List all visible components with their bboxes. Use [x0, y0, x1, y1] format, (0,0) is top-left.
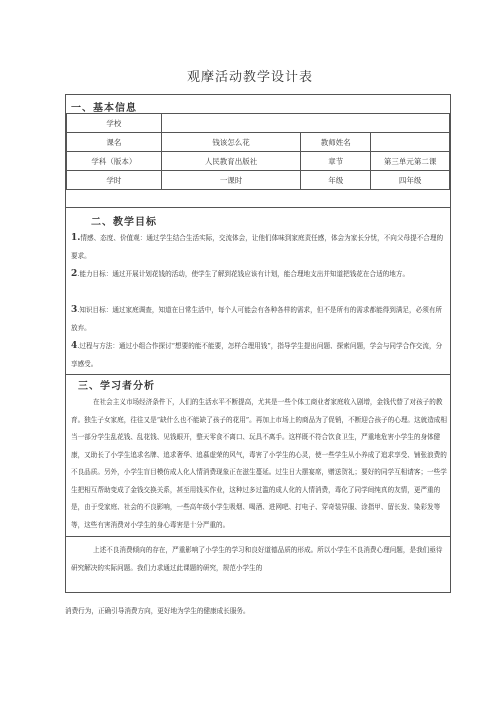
table-row: [67, 171, 450, 190]
objective-2: [71, 265, 447, 283]
learner-analysis-continued: 消费行为，正确引导消费方向，更好地为学生的健康成长服务。: [65, 607, 250, 615]
objective-text: .能力目标：通过开展计划花钱的活动，使学生了解到花钱应该有计划，能合理地支出并知道把钱花在合适的地方。: [77, 270, 410, 278]
subject-label: 学科（版本）: [67, 152, 162, 171]
design-table: [65, 94, 451, 537]
objective-number: 4: [71, 341, 78, 351]
objective-4: [71, 337, 447, 373]
objective-text: .过程与方法：通过小组合作探讨“想要的能不能要，怎样合理用钱”，指导学生提出问题、探索问题，学会与同学合作交流，分享感受。: [71, 342, 443, 368]
hours-label: 学时: [67, 171, 162, 190]
objective-number: 1.: [71, 233, 81, 243]
section-objectives-heading: 二、教学目标: [91, 217, 157, 228]
lesson-label: 课名: [67, 133, 162, 152]
table-row: [67, 152, 450, 171]
teacher-value: [371, 133, 450, 152]
hours-value: 一课时: [161, 171, 301, 190]
objective-text: .知识目标：通过家庭调查，知道在日常生活中，每个人可能会有各种各样的需求，但不是所有的需求都能得到满足，必须有所放弃。: [71, 306, 443, 332]
grade-label: 年级: [301, 171, 371, 190]
table-row: [67, 133, 450, 152]
school-value: [161, 114, 449, 133]
chapter-value: 第三单元第二课: [371, 152, 450, 171]
subject-value: 人民教育出版社: [161, 152, 301, 171]
chapter-label: 章节: [301, 152, 371, 171]
section-learner-analysis-heading: 三、学习者分析: [78, 381, 155, 392]
section-basic-info-heading: 一、基本信息: [71, 103, 137, 114]
objective-number: 2: [71, 269, 78, 279]
objective-text: 情感、态度、价值观：通过学生结合生活实际，交流体会，让他们体味到家庭责任感，体会为家长分忧，不向父母提不合理的要求。: [71, 234, 444, 260]
learner-analysis-paragraph-1: 在社会主义市场经济条件下，人们的生活水平不断提高，尤其是一些个体工商业者家庭收入剧增，金钱代替了对孩子的教育。独生子女家庭，往往又是“缺什么也不能缺了孩子的花用”。再加上市场上的商品为了促销，不断迎合孩子的心理。这就造成相当一部分学生乱花钱、乱花钱、见钱眼开，整天零食不离口、玩具不离手。这样既不符合饮食卫生，严重地危害小学生的身体健康，又助长了小学生追求名牌、追求奢华、追慕虚荣的风气，毒害了小学生的心灵，使一些学生从小养成了追求享受、铺张浪费的不良品质。另外，小学生盲目模仿成人化人情消费现象正在滋生蔓延。过生日大摆宴席，赠送贺礼；要好的同学互相请客；一些学生把相互帮助变成了金钱交换关系，甚至用钱买作业，这种过多过滥的成人化的人情消费，毒化了同学间纯真的友情，更严重的是，由于受家庭、社会的不良影响，一些高年级小学生吸烟、喝酒、进网吧、打电子、穿奇装异服、涂指甲、留长发、染彩发等等，这些有害消费对小学生的身心毒害是十分严重的。: [71, 398, 447, 529]
objective-3: [71, 301, 447, 337]
teacher-label: 教师姓名: [301, 133, 371, 152]
design-table-continued: [65, 537, 451, 593]
table-row: [67, 114, 450, 133]
grade-value: 四年级: [371, 171, 450, 190]
lesson-value: 钱该怎么花: [161, 133, 301, 152]
objective-1: [71, 229, 447, 265]
school-label: 学校: [67, 114, 162, 133]
learner-analysis-paragraph-2: 上述不良消费倾向的存在，严重影响了小学生的学习和良好道德品质的形成。所以小学生不良消费心理问题，是我们亟待研究解决的实际问题。我们力求通过此课题的研究，规范小学生的: [71, 546, 443, 572]
document-title: 观摩活动教学设计表: [186, 70, 313, 85]
objective-number: 3: [71, 305, 78, 315]
basic-info-table: [66, 113, 450, 190]
